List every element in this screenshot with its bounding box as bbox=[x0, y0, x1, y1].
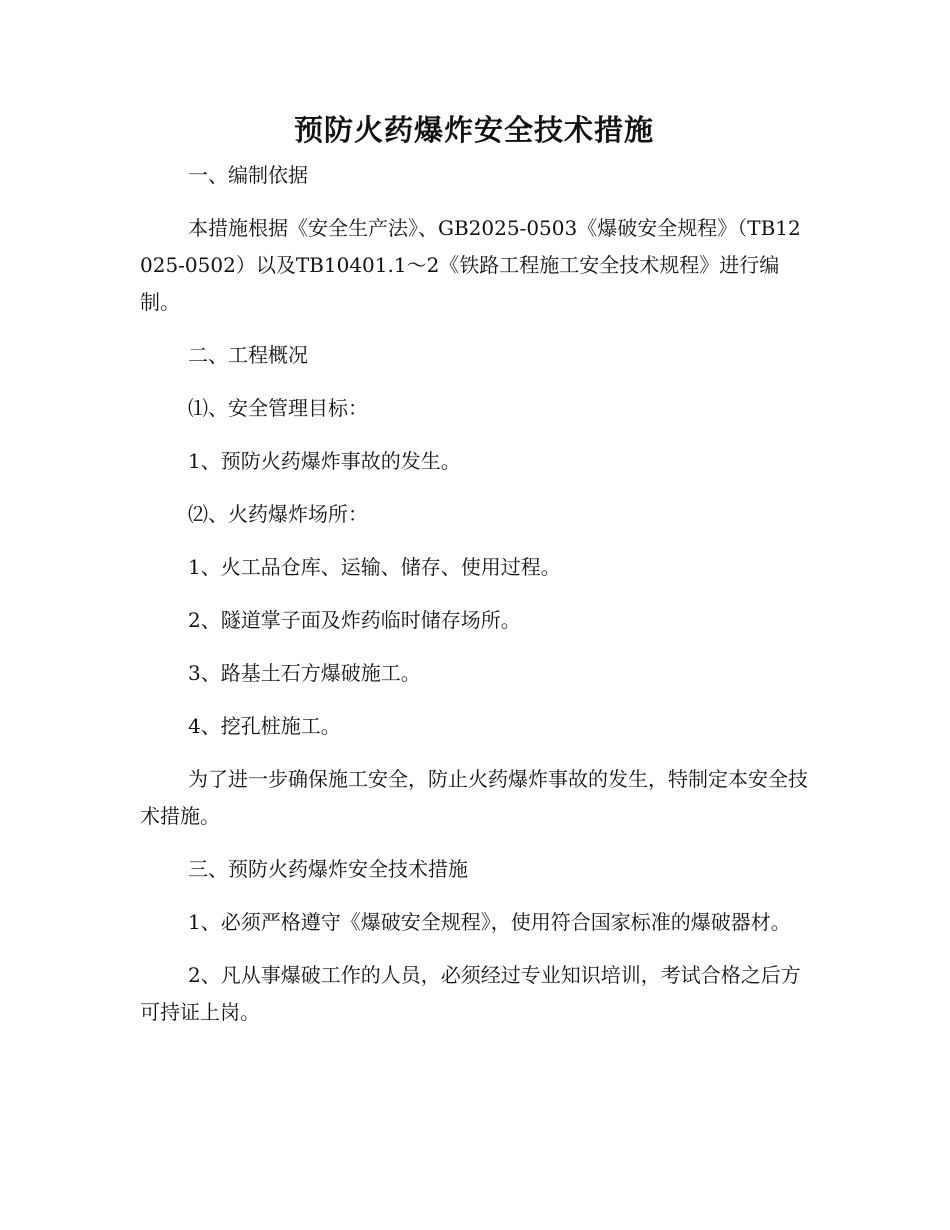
list-item-goal-1: 1、预防火药爆炸事故的发生。 bbox=[188, 449, 461, 473]
list-item-site-2: 2、隧道掌子面及炸药临时储存场所。 bbox=[188, 608, 521, 632]
document-page bbox=[140, 108, 808, 1047]
list-item-site-1: 1、火工品仓库、运输、储存、使用过程。 bbox=[188, 555, 561, 579]
list-item-site-4: 4、挖孔桩施工。 bbox=[188, 714, 341, 738]
subheading-explosion-sites: ⑵、火药爆炸场所： bbox=[188, 502, 368, 526]
paragraph-purpose: 为了进一步确保施工安全，防止火药爆炸事故的发生，特制定本安全技术措施。 bbox=[140, 767, 808, 828]
paragraph-basis-text: 本措施根据《安全生产法》、GB2025-0503《爆破安全规程》（TB12025-0502）以及TB10401.1～2《铁路工程施工安全技术规程》进行编制。 bbox=[140, 216, 801, 314]
section-heading-basis: 一、编制依据 bbox=[188, 163, 308, 187]
subheading-safety-goal: ⑴、安全管理目标： bbox=[188, 396, 368, 420]
section-heading-measures: 三、预防火药爆炸安全技术措施 bbox=[188, 857, 468, 881]
list-item-measure-2: 2、凡从事爆破工作的人员，必须经过专业知识培训，考试合格之后方可持证上岗。 bbox=[140, 963, 801, 1024]
section-heading-overview: 二、工程概况 bbox=[188, 343, 308, 367]
list-item-site-3: 3、路基土石方爆破施工。 bbox=[188, 661, 421, 685]
document-title: 预防火药爆炸安全技术措施 bbox=[293, 113, 654, 147]
list-item-measure-1: 1、必须严格遵守《爆破安全规程》，使用符合国家标准的爆破器材。 bbox=[188, 910, 791, 934]
